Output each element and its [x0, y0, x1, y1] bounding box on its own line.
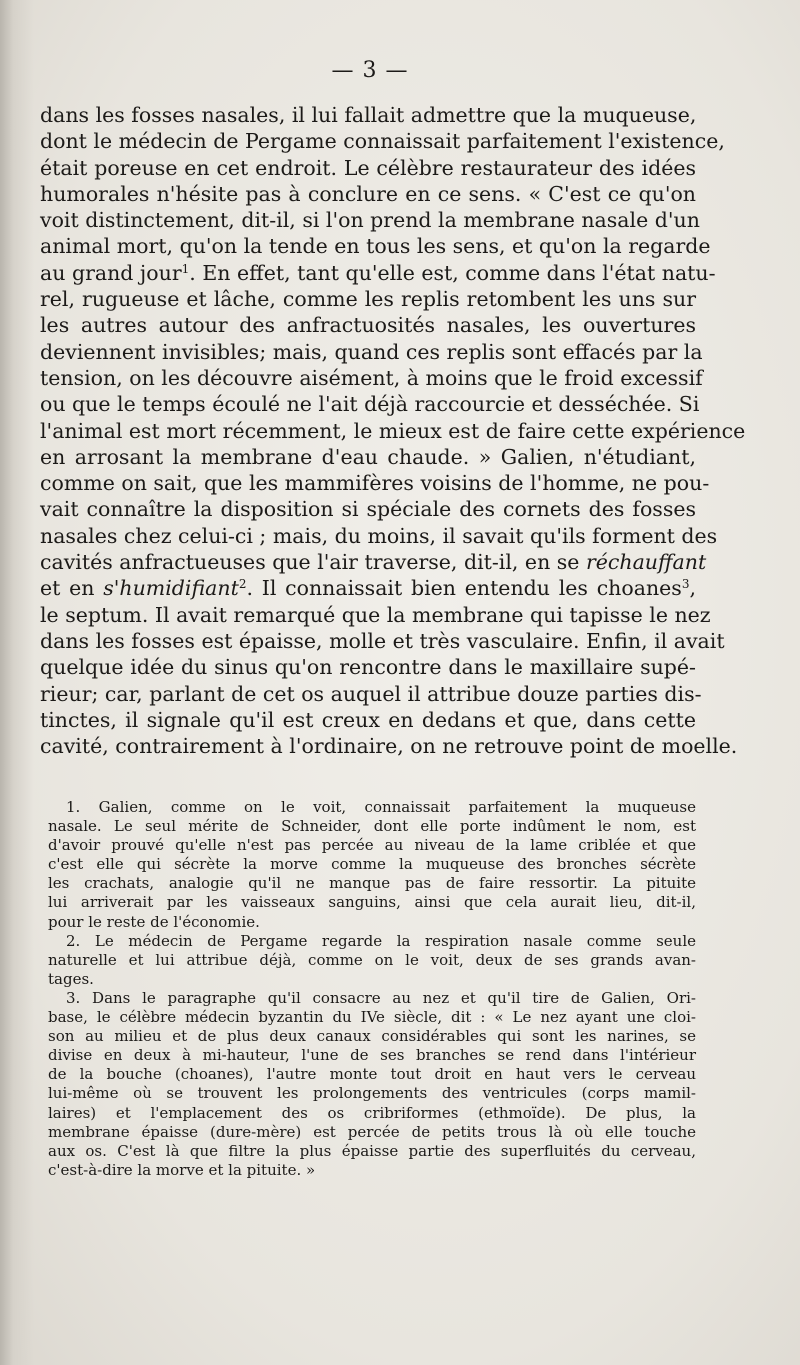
text-line: rieur; car, parlant de cet os auquel il attribue douze parties dis-	[40, 681, 702, 706]
text-line: comme on sait, que les mammifères voisins de l'homme, ne pou-	[40, 471, 710, 496]
footnote-line: d'avoir prouvé qu'elle n'est pas percée au niveau de la lame criblée et que	[48, 836, 696, 855]
italic-word: réchauffant	[585, 550, 707, 575]
page-edge-shadow	[0, 0, 34, 1365]
note-ref-1: 1	[181, 261, 190, 276]
text-line: voit distinctement, dit-il, si l'on prend la membrane nasale d'un	[40, 208, 700, 233]
text-line	[40, 260, 716, 286]
footnote-line: base, le célèbre médecin byzantin du IVe siècle, dit : « Le nez ayant une cloi-	[48, 1008, 696, 1027]
text-line: tinctes, il signale qu'il est creux en dedans et que, dans cette	[40, 707, 696, 732]
text-fragment: et en	[40, 576, 95, 601]
text-line: humorales n'hésite pas à conclure en ce sens. « C'est ce qu'on	[40, 181, 696, 206]
footnote-line: de la bouche (choanes), l'autre monte tout droit en haut vers le cerveau	[48, 1065, 696, 1084]
footnote-line: nasale. Le seul mérite de Schneider, dont elle porte indûment le nom, est	[48, 817, 696, 836]
text-line: deviennent invisibles; mais, quand ces replis sont effacés par la	[40, 339, 703, 364]
footnote-line: lui-même où se trouvent les prolongements des ventricules (corps mamil-	[48, 1084, 696, 1103]
text-line	[40, 549, 707, 575]
text-fragment: au grand jour	[40, 260, 182, 285]
footnote-line: divise en deux à mi-hauteur, l'une de ses branches se rend dans l'intérieur	[48, 1046, 696, 1065]
footnote-line: 1. Galien, comme on le voit, connaissait parfaitement la muqueuse	[66, 798, 696, 816]
footnote-line: 2. Le médecin de Pergame regarde la respiration nasale comme seule	[66, 931, 696, 950]
text-line: vait connaître la disposition si spéciale des cornets des fosses	[40, 497, 696, 522]
footnote-line: les crachats, analogie qu'il ne manque pas de faire ressortir. La pituite	[48, 874, 696, 893]
text-line: rel, rugueuse et lâche, comme les replis retombent les uns sur	[40, 287, 696, 312]
text-line: quelque idée du sinus qu'on rencontre dans le maxillaire supé-	[40, 655, 696, 680]
text-line: animal mort, qu'on la tende en tous les sens, et qu'on la regarde	[40, 234, 711, 259]
text-line: le septum. Il avait remarqué que la membrane qui tapisse le nez	[40, 602, 711, 627]
text-line: était poreuse en cet endroit. Le célèbre restaurateur des idées	[40, 155, 696, 180]
text-line: dont le médecin de Pergame connaissait parfaitement l'existence,	[40, 129, 725, 154]
footnotes	[48, 798, 696, 1180]
footnote-line: tages.	[48, 969, 94, 988]
footnote-line: aux os. C'est là que filtre la plus épaisse partie des superfluités du cerveau,	[48, 1141, 696, 1160]
body-text	[40, 102, 746, 759]
text-line: ou que le temps écoulé ne l'ait déjà raccourcie et desséchée. Si	[40, 392, 700, 417]
footnote-line: 3. Dans le paragraphe qu'il consacre au nez et qu'il tire de Galien, Ori-	[66, 988, 696, 1007]
text-line: les autres autour des anfractuosités nasales, les ouvertures	[40, 313, 696, 338]
page-number: — 3 —	[331, 58, 409, 83]
text-line: en arrosant la membrane d'eau chaude. » Galien, n'étudiant,	[40, 444, 696, 469]
footnote-line: naturelle et lui attribue déjà, comme on le voit, deux de ses grands avan-	[48, 950, 696, 969]
text-line: nasales chez celui-ci ; mais, du moins, il savait qu'ils forment des	[40, 523, 718, 548]
text-line: cavité, contrairement à l'ordinaire, on ne retrouve point de moelle.	[40, 734, 738, 759]
text-fragment: . En effet, tant qu'elle est, comme dans l'état natu-	[189, 260, 716, 285]
text-line: dans les fosses nasales, il lui fallait admettre que la muqueuse,	[40, 103, 697, 127]
text-fragment: cavités anfractueuses que l'air traverse, dit-il, en se	[40, 550, 580, 575]
footnote-line: c'est elle qui sécrète la morve comme la muqueuse des bronches sécrète	[48, 855, 696, 874]
note-ref-3: 3	[681, 577, 690, 592]
footnote-line: pour le reste de l'économie.	[48, 912, 260, 931]
text-line	[40, 575, 696, 601]
footnote-line: son au milieu et de plus deux canaux considérables qui sont les narines, se	[48, 1027, 696, 1046]
footnote-line: laires) et l'emplacement des os cribriformes (ethmoïde). De plus, la	[48, 1103, 696, 1122]
text-fragment: . Il connaissait bien entendu les choanes	[246, 576, 682, 601]
footnote-line: lui arriverait par les vaisseaux sanguins, ainsi que cela aurait lieu, dit-il,	[48, 893, 696, 912]
italic-word: s'humidifiant	[103, 576, 239, 601]
text-line: dans les fosses est épaisse, molle et très vasculaire. Enfin, il avait	[40, 628, 725, 653]
text-line: tension, on les découvre aisément, à moins que le froid excessif	[40, 365, 703, 390]
footnote-line: c'est-à-dire la morve et la pituite. »	[48, 1160, 316, 1179]
text-fragment: ,	[689, 576, 696, 601]
footnote-line: membrane épaisse (dure-mère) est percée de petits trous là où elle touche	[48, 1122, 696, 1141]
text-line: l'animal est mort récemment, le mieux est de faire cette expérience	[40, 418, 746, 443]
note-ref-2: 2	[238, 577, 247, 592]
